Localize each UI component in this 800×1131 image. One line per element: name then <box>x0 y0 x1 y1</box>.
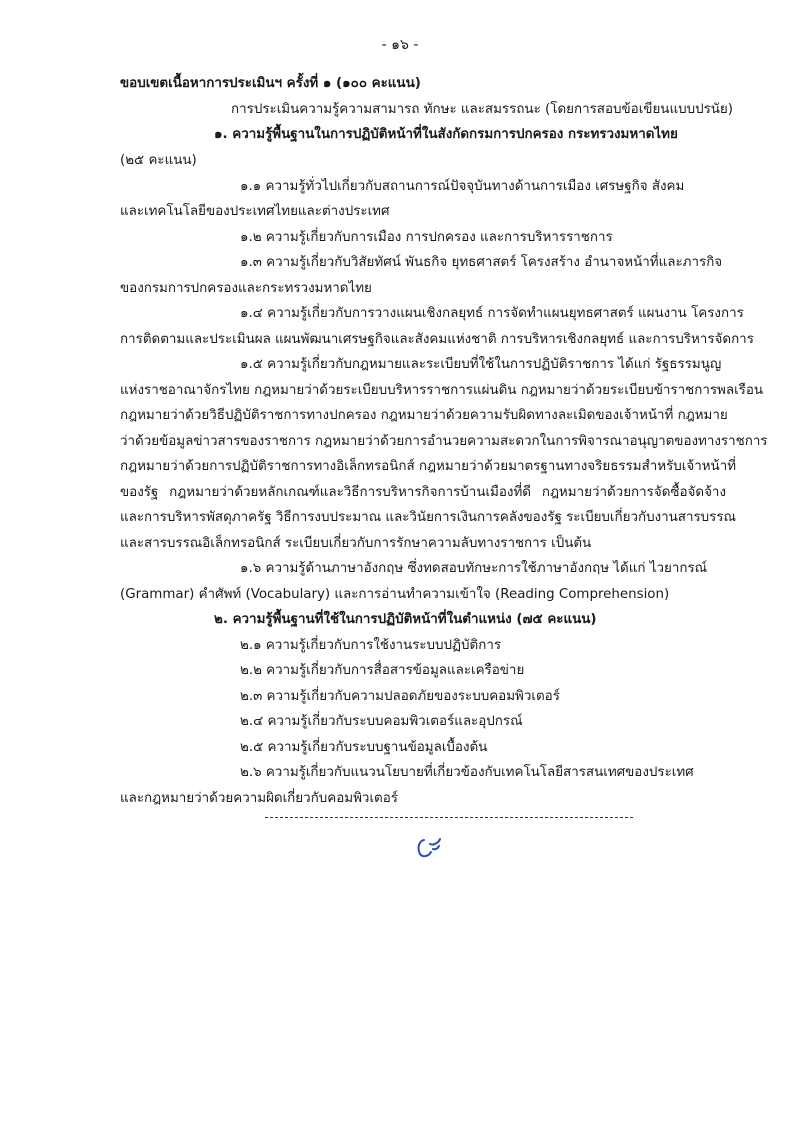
section-2-item-3: ๒.๓ ความรู้เกี่ยวกับความปลอดภัยของระบบคอมพิวเตอร์ <box>240 689 560 704</box>
section-1-item-4-cont: การติดตามและประเมินผล แผนพัฒนาเศรษฐกิจและสังคมแห่งชาติ การบริหารเชิงกลยุทธ์ และการบริหารจัดการ <box>120 332 754 347</box>
section-2-title: ๒. ความรู้พื้นฐานที่ใช้ในการปฏิบัติหน้าที่ในตำแหน่ง (๗๕ คะแนน) <box>214 612 597 627</box>
section-1-item-5-cont-1: แห่งราชอาณาจักรไทย กฎหมายว่าด้วยระเบียบบริหารราชการแผ่นดิน กฎหมายว่าด้วยระเบียบข้าราชการพลเรือน <box>120 383 764 398</box>
section-1-item-5-cont-2: กฎหมายว่าด้วยวิธีปฏิบัติราชการทางปกครอง กฎหมายว่าด้วยความรับผิดทางละเมิดของเจ้าหน้าที่ กฎหมาย <box>120 408 728 423</box>
section-2-item-1: ๒.๑ ความรู้เกี่ยวกับการใช้งานระบบปฏิบัติการ <box>240 638 502 653</box>
section-1-item-4: ๑.๔ ความรู้เกี่ยวกับการวางแผนเชิงกลยุทธ์ การจัดทำแผนยุทธศาสตร์ แผนงาน โครงการ <box>240 306 744 321</box>
section-1-item-5-cont-7: และสารบรรณอิเล็กทรอนิกส์ ระเบียบเกี่ยวกับการรักษาความลับทางราชการ เป็นต้น <box>120 536 592 551</box>
section-1-item-6: ๑.๖ ความรู้ด้านภาษาอังกฤษ ซึ่งทดสอบทักษะการใช้ภาษาอังกฤษ ได้แก่ ไวยากรณ์ <box>240 561 708 576</box>
section-1-item-5-cont-5: ของรัฐ กฎหมายว่าด้วยหลักเกณฑ์และวิธีการบริหารกิจการบ้านเมืองที่ดี กฎหมายว่าด้วยการจัดซื้อจัดจ้าง <box>120 485 726 500</box>
section-1-item-3: ๑.๓ ความรู้เกี่ยวกับวิสัยทัศน์ พันธกิจ ยุทธศาสตร์ โครงสร้าง อำนาจหน้าที่และภารกิจ <box>240 255 723 270</box>
section-1-title: ๑. ความรู้พื้นฐานในการปฏิบัติหน้าที่ในสังกัดกรมการปกครอง กระทรวงมหาดไทย <box>214 127 678 142</box>
section-1-points: (๒๕ คะแนน) <box>120 153 197 168</box>
section-1-item-1-cont: และเทคโนโลยีของประเทศไทยและต่างประเทศ <box>120 204 390 219</box>
section-1-item-5: ๑.๕ ความรู้เกี่ยวกับกฎหมายและระเบียบที่ใช้ในการปฏิบัติราชการ ได้แก่ รัฐธรรมนูญ <box>240 357 722 372</box>
section-1-item-6-cont: (Grammar) คำศัพท์ (Vocabulary) และการอ่านทำความเข้าใจ (Reading Comprehension) <box>120 587 670 602</box>
section-1-item-5-cont-6: และการบริหารพัสดุภาครัฐ วิธีการงบประมาณ และวินัยการเงินการคลังของรัฐ ระเบียบเกี่ยวกับงานสารบรรณ <box>120 510 736 525</box>
section-1-item-3-cont: ของกรมการปกครองและกระทรวงมหาดไทย <box>120 281 372 296</box>
assessment-intro: การประเมินความรู้ความสามารถ ทักษะ และสมรรถนะ (โดยการสอบข้อเขียนแบบปรนัย) <box>231 102 733 117</box>
section-1-item-2: ๑.๒ ความรู้เกี่ยวกับการเมือง การปกครอง และการบริหารราชการ <box>240 230 613 245</box>
page-number: - ๑๖ - <box>381 37 419 53</box>
section-1-item-1: ๑.๑ ความรู้ทั่วไปเกี่ยวกับสถานการณ์ปัจจุบันทางด้านการเมือง เศรษฐกิจ สังคม <box>240 179 685 194</box>
section-2-item-5: ๒.๕ ความรู้เกี่ยวกับระบบฐานข้อมูลเบื้องต้น <box>240 740 488 755</box>
content-scope-heading: ขอบเขตเนื้อหาการประเมินฯ ครั้งที่ ๑ (๑๐๐ คะแนน) <box>120 76 421 91</box>
section-1-item-5-cont-4: กฎหมายว่าด้วยการปฏิบัติราชการทางอิเล็กทรอนิกส์ กฎหมายว่าด้วยมาตรฐานทางจริยธรรมสำหรับเจ้าหน้าที่ <box>120 459 737 474</box>
section-2-item-2: ๒.๒ ความรู้เกี่ยวกับการสื่อสารข้อมูลและเครือข่าย <box>240 663 525 678</box>
section-2-item-6-cont: และกฎหมายว่าด้วยความผิดเกี่ยวกับคอมพิวเตอร์ <box>120 791 398 806</box>
section-2-item-6: ๒.๖ ความรู้เกี่ยวกับแนวนโยบายที่เกี่ยวข้องกับเทคโนโลยีสารสนเทศของประเทศ <box>240 765 694 780</box>
end-divider <box>265 817 633 818</box>
section-1-item-5-cont-3: ว่าด้วยข้อมูลข่าวสารของราชการ กฎหมายว่าด้วยการอำนวยความสะดวกในการพิจารณาอนุญาตของทางราชการ <box>120 434 768 449</box>
initials-signature <box>414 834 444 862</box>
section-2-item-4: ๒.๔ ความรู้เกี่ยวกับระบบคอมพิวเตอร์และอุปกรณ์ <box>240 714 523 729</box>
